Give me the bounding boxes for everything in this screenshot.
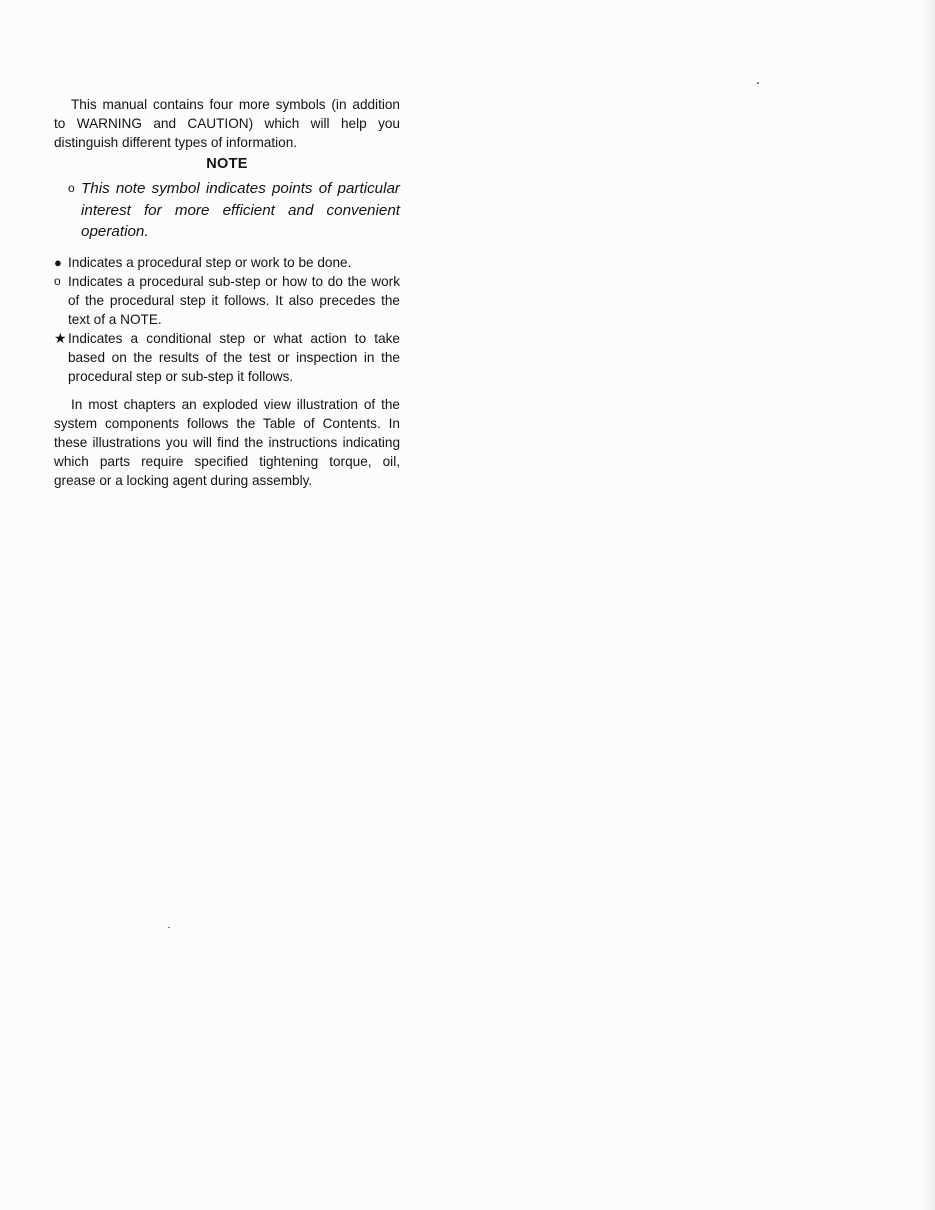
sub-step-symbol-icon: o [68, 181, 75, 195]
bullet-dot-icon: ● [54, 254, 62, 270]
closing-text: In most chapters an exploded view illustration of the system components follows the Table of Contents. In these illustrations you will find the instructions indicating which parts require specified tightening torque, oil, grease or a locking agent during assembly. [54, 396, 400, 488]
list-item-text: Indicates a procedural step or work to be done. [68, 254, 352, 270]
note-text: This note symbol indicates points of particular interest for more efficient and convenient operation. [81, 180, 400, 240]
text-column [54, 95, 400, 490]
list-item-text: Indicates a conditional step or what action to take based on the results of the test or inspection in the procedural step or sub-step it follows. [68, 330, 400, 384]
symbol-list [54, 253, 400, 386]
list-item-text: Indicates a procedural sub-step or how to do the work of the procedural step it follows. It also precedes the text of a NOTE. [68, 273, 400, 327]
closing-paragraph [54, 395, 400, 490]
scan-speck [168, 927, 170, 928]
list-item [54, 329, 400, 386]
star-icon: ★ [54, 329, 67, 346]
intro-text: This manual contains four more symbols (in addition to WARNING and CAUTION) which will help you distinguish different types of information. [54, 97, 400, 150]
note-heading: NOTE [206, 156, 248, 172]
page-edge-shadow [923, 0, 935, 1210]
sub-step-circle-icon: o [54, 273, 61, 288]
intro-paragraph [54, 95, 400, 152]
list-item [54, 253, 400, 272]
list-item [54, 272, 400, 329]
note-body [68, 178, 400, 243]
scan-speck [757, 82, 759, 84]
